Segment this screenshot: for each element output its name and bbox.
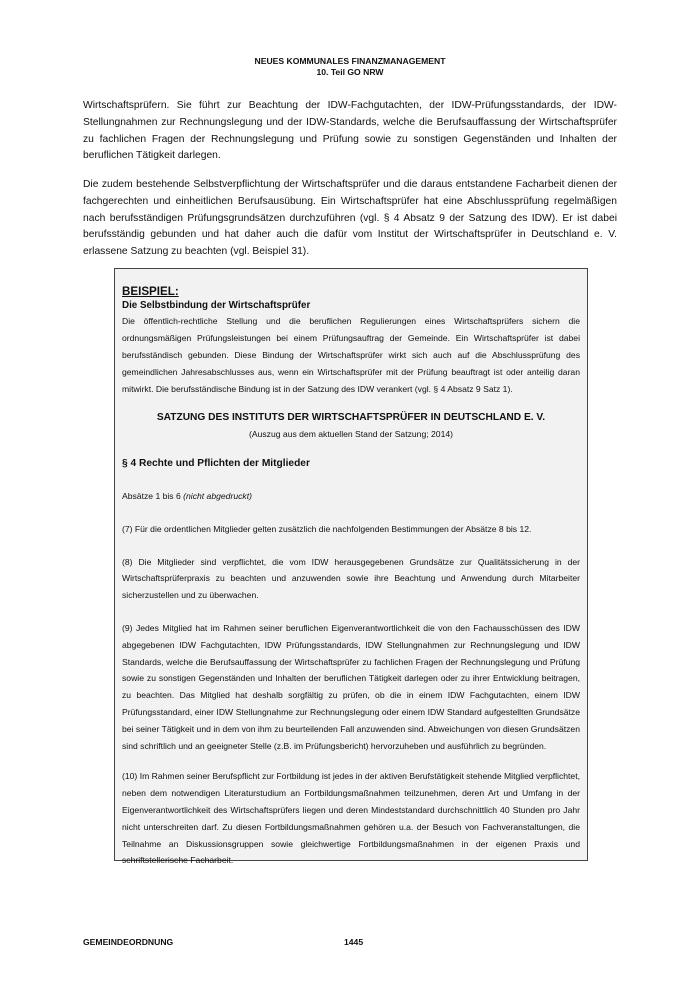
body-paragraph-1: Wirtschaftsprüfern. Sie führt zur Beachtung der IDW-Fachgutachten, der IDW-Prüfungsstandards, der IDW-Stellungnahmen zur Rechnungslegung und der IDW-Standards, welche die Berufsauffassung der Wirtschaftsprüfer zu fachlichen Fragen der Rechnungslegung und Prüfung sowie zu sonstigen Gegenständen und Inhalten der beruflichen Tätigkeit darlegen.: [83, 100, 617, 162]
footer-label: GEMEINDEORDNUNG: [83, 937, 174, 947]
page-number: 1445: [344, 937, 364, 947]
body-paragraph-2: Die zudem bestehende Selbstverpflichtung der Wirtschaftsprüfer und die daraus entstandene Facharbeit dienen der fachgerechten und einheitlichen Berufsausübung. Ein Wirtschaftsprüfer hat eine Abschlussprüfung regelmäßigen nach berufsständigen Prüfungsgrundsätzen durchzuführen (vgl. § 4 Absatz 9 der Satzung des IDW). Er ist dabei berufsständig gebunden und hat daher auch die dafür vom Institut der Wirtschaftsprüfer in Deutschland e. V. erlassene Satzung zu beachten (vgl. Beispiel 31).: [83, 179, 617, 258]
header-title: NEUES KOMMUNALES FINANZMANAGEMENT: [254, 56, 446, 66]
section-title: § 4 Rechte und Pflichten der Mitglieder: [122, 458, 310, 469]
statute-paragraph-7: (7) Für die ordentlichen Mitglieder gelten zusätzlich die nachfolgenden Bestimmungen der Absätze 8 bis 12.: [122, 523, 532, 534]
statute-paragraph-10: (10) Im Rahmen seiner Berufspflicht zur Fortbildung ist jedes in der aktiven Berufstätigkeit stehende Mitglied verpflichtet, neben dem notwendigen Literaturstudium an Fortbildungsmaßnahmen teilzunehmen, deren Art und Umfang in der Eigenverantwortlichkeit des Wirtschaftsprüfers liegen und deren Mindeststandard durchschnittlich 40 Stunden pro Jahr nicht unterschreiten darf. Zu diesen Fortbildungsmaßnahmen gehören u.a. der Besuch von Fachveranstaltungen, die Teilnahme an Diskussionsgruppen sowie gleichwertige Fortbildungsmaßnahmen in der eigenen Praxis und schriftstellerische Facharbeit.: [122, 771, 580, 866]
statute-subtitle: (Auszug aus dem aktuellen Stand der Satzung; 2014): [249, 429, 453, 439]
omitted-note: (nicht abgedruckt): [183, 491, 252, 501]
statute-title: SATZUNG DES INSTITUTS DER WIRTSCHAFTSPRÜFER IN DEUTSCHLAND E. V.: [156, 412, 546, 423]
statute-paragraph-8: (8) Die Mitglieder sind verpflichtet, die vom IDW herausgegebenen Grundsätze zur Qualitätssicherung in der Wirtschaftsprüferpraxis zu beachten und anzuwenden sowie ihre Beachtung und Anwendung durch Mitarbeiter sicherzustellen und zu überwachen.: [122, 556, 580, 601]
omitted-prefix: Absätze 1 bis 6: [122, 491, 184, 501]
page-header: [0, 56, 700, 78]
example-box-content: [122, 285, 580, 869]
header-subtitle: 10. Teil GO NRW: [316, 67, 384, 77]
example-heading: BEISPIEL:: [122, 285, 179, 298]
example-subtitle: Die Selbstbindung der Wirtschaftsprüfer: [122, 300, 311, 311]
statute-paragraph-9: (9) Jedes Mitglied hat im Rahmen seiner beruflichen Eigenverantwortlichkeit die von den Fachausschüssen des IDW abgegebenen IDW Fachgutachten, IDW Prüfungsstandards, IDW Stellungnahmen zur Rechnungslegung und IDW Standards, welche die Berufsauffassung der Wirtschaftsprüfer zu fachlichen Fragen der Rechnungslegung und Prüfung sowie zu sonstigen Gegenständen und Inhalten der beruflichen Tätigkeit darlegen oder zu ihrer Entwicklung beitragen, zu beachten. Das Mitglied hat deshalb sorgfältig zu prüfen, ob die in einem IDW Fachgutachten, einem IDW Prüfungsstandard, einer IDW Stellungnahme zur Rechnungslegung oder einem IDW Standard aufgestellten Grundsätze bei seiner Tätigkeit und in dem von ihm zu beurteilenden Fall anzuwenden sind. Abweichungen von diesen Grundsätzen sind schriftlich und an geeigneter Stelle (z.B. im Prüfungsbericht) hervorzuheben und ausführlich zu begründen.: [122, 622, 580, 751]
example-intro: Die öffentlich-rechtliche Stellung und die beruflichen Regulierungen eines Wirtschaftsprüfers sichern die ordnungsmäßigen Prüfungsleistungen bei einem Prüfungsauftrag der Gemeinde. Ein Wirtschaftsprüfer ist dabei berufsständisch gebunden. Diese Bindung der Wirtschaftsprüfer wirkt sich auch auf die Abschlussprüfung des gemeindlichen Jahresabschlusses aus, wenn ein Wirtschaftsprüfer mit der Prüfung beauftragt ist oder anteilig daran mitwirkt. Die berufsständische Bindung ist in der Satzung des IDW verankert (vgl. § 4 Absatz 9 Satz 1).: [122, 316, 580, 394]
omitted-paragraphs: [122, 488, 580, 505]
example-box: [114, 268, 588, 866]
